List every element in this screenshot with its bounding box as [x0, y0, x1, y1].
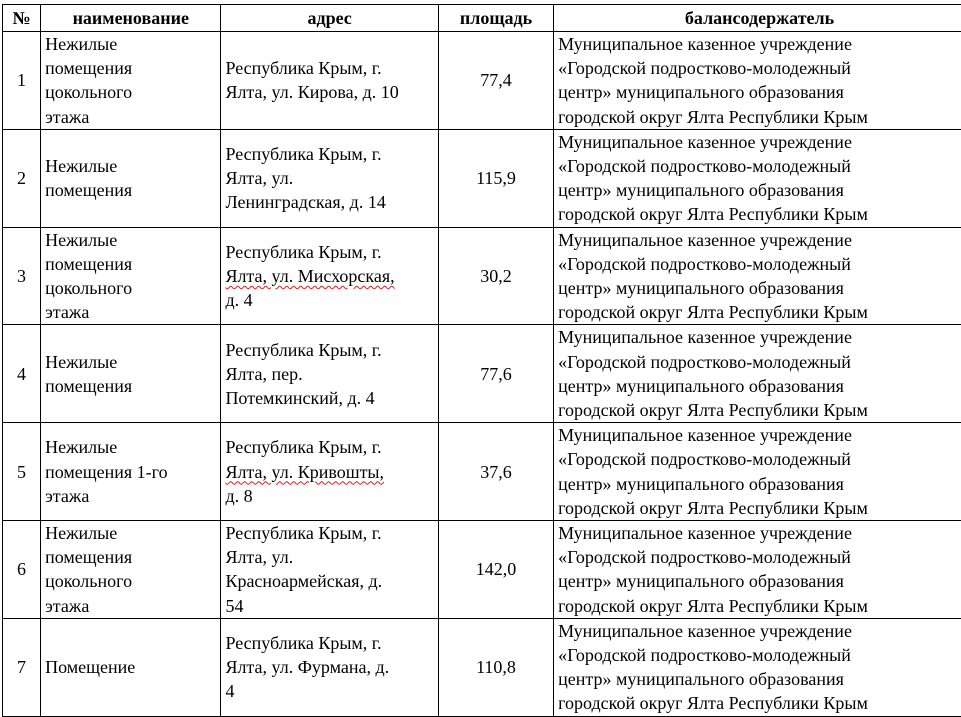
cell-text-line: 4: [225, 679, 433, 703]
table-body: [3, 32, 961, 717]
cell-name: [41, 618, 221, 716]
cell-text-line: помещения: [45, 374, 216, 398]
cell-area-text: 77,6: [480, 364, 512, 384]
cell-area: [438, 129, 553, 227]
cell-num-text: 2: [17, 168, 26, 188]
cell-text-line: Муниципальное казенное учреждение: [558, 32, 961, 56]
cell-text-line: Нежилые: [45, 435, 216, 459]
table-row: [3, 423, 961, 521]
cell-address: [221, 521, 438, 619]
cell-text-line: Муниципальное казенное учреждение: [558, 423, 961, 447]
cell-text-line: центр» муниципального образования: [558, 80, 961, 104]
header-area: площадь: [438, 5, 553, 32]
cell-text-line: Ялта, пер.: [225, 362, 433, 386]
cell-text-line: Потемкинский, д. 4: [225, 386, 433, 410]
cell-name: [41, 423, 221, 521]
cell-text-line: центр» муниципального образования: [558, 178, 961, 202]
cell-text-line: 54: [225, 594, 433, 618]
cell-text-line: Муниципальное казенное учреждение: [558, 325, 961, 349]
cell-num-text: 1: [17, 70, 26, 90]
cell-text-line: помещения: [45, 252, 216, 276]
cell-text-line: «Городской подростково-молодежный: [558, 447, 961, 471]
cell-area-text: 142,0: [476, 559, 517, 579]
cell-address: [221, 325, 438, 423]
cell-area-text: 77,4: [480, 70, 512, 90]
cell-text-line: центр» муниципального образования: [558, 569, 961, 593]
cell-text-line: «Городской подростково-молодежный: [558, 643, 961, 667]
cell-num-text: 5: [17, 462, 26, 482]
cell-text-line: этажа: [45, 300, 216, 324]
header-address: адрес: [221, 5, 438, 32]
cell-text-line: центр» муниципального образования: [558, 667, 961, 691]
cell-text-line: Республика Крым, г.: [225, 338, 433, 362]
cell-text-line: центр» муниципального образования: [558, 472, 961, 496]
cell-text-line: этажа: [45, 105, 216, 129]
cell-holder: [554, 32, 961, 130]
cell-area: [438, 423, 553, 521]
cell-area: [438, 227, 553, 325]
cell-text-line: городской округ Ялта Республики Крым: [558, 691, 961, 715]
header-name: наименование: [41, 5, 221, 32]
cell-address: [221, 227, 438, 325]
cell-text-line-spellcheck: Ялта, ул. Кривошты,: [225, 460, 433, 484]
header-row: [3, 5, 961, 32]
cell-text-line: Ялта, ул.: [225, 166, 433, 190]
cell-address: [221, 618, 438, 716]
cell-text-line: Ялта, ул. Фурмана, д.: [225, 655, 433, 679]
cell-holder: [554, 423, 961, 521]
cell-holder: [554, 129, 961, 227]
cell-text-line: Республика Крым, г.: [225, 521, 433, 545]
cell-text-line: городской округ Ялта Республики Крым: [558, 594, 961, 618]
cell-text-line: помещения: [45, 545, 216, 569]
cell-text-line: Муниципальное казенное учреждение: [558, 619, 961, 643]
header-num: №: [3, 5, 41, 32]
cell-text-line: Республика Крым, г.: [225, 142, 433, 166]
cell-text-line: д. 8: [225, 484, 433, 508]
cell-text-line: цокольного: [45, 276, 216, 300]
cell-text-line: Муниципальное казенное учреждение: [558, 521, 961, 545]
cell-text-line: Нежилые: [45, 228, 216, 252]
header-holder: балансодержатель: [554, 5, 961, 32]
cell-holder: [554, 227, 961, 325]
cell-text-line: городской округ Ялта Республики Крым: [558, 105, 961, 129]
cell-area-text: 115,9: [476, 168, 516, 188]
cell-text-line: этажа: [45, 484, 216, 508]
cell-area: [438, 618, 553, 716]
cell-text-line: Республика Крым, г.: [225, 631, 433, 655]
cell-num-text: 4: [17, 364, 26, 384]
cell-name: [41, 325, 221, 423]
cell-text-line: Республика Крым, г.: [225, 56, 433, 80]
property-table: [2, 4, 961, 717]
cell-text-line: «Городской подростково-молодежный: [558, 545, 961, 569]
cell-text-line: д. 4: [225, 288, 433, 312]
cell-text-line: Республика Крым, г.: [225, 435, 433, 459]
cell-area: [438, 32, 553, 130]
cell-num-text: 3: [17, 266, 26, 286]
cell-text-line: «Городской подростково-молодежный: [558, 252, 961, 276]
cell-text-line: цокольного: [45, 569, 216, 593]
cell-text-line-spellcheck: Ялта, ул. Мисхорская,: [225, 264, 433, 288]
cell-text-line: «Городской подростково-молодежный: [558, 350, 961, 374]
cell-num: [3, 618, 41, 716]
cell-text-line: Муниципальное казенное учреждение: [558, 228, 961, 252]
cell-text-line: городской округ Ялта Республики Крым: [558, 202, 961, 226]
cell-num-text: 6: [17, 559, 26, 579]
cell-text-line: городской округ Ялта Республики Крым: [558, 398, 961, 422]
cell-area: [438, 521, 553, 619]
cell-text-line: Нежилые: [45, 154, 216, 178]
table-row: [3, 325, 961, 423]
cell-text-line: Ялта, ул. Кирова, д. 10: [225, 80, 433, 104]
cell-text-line: помещения: [45, 178, 216, 202]
cell-num: [3, 129, 41, 227]
cell-text-line: городской округ Ялта Республики Крым: [558, 300, 961, 324]
cell-holder: [554, 325, 961, 423]
cell-holder: [554, 521, 961, 619]
table-row: [3, 521, 961, 619]
cell-name: [41, 129, 221, 227]
cell-holder: [554, 618, 961, 716]
cell-text-line: центр» муниципального образования: [558, 374, 961, 398]
cell-text-line: Ленинградская, д. 14: [225, 190, 433, 214]
cell-text-line: этажа: [45, 594, 216, 618]
cell-name: [41, 32, 221, 130]
cell-text-line: «Городской подростково-молодежный: [558, 56, 961, 80]
table-row: [3, 618, 961, 716]
cell-text-line: помещения 1-го: [45, 460, 216, 484]
cell-text-line: Красноармейская, д.: [225, 569, 433, 593]
cell-num: [3, 227, 41, 325]
cell-area-text: 30,2: [480, 266, 512, 286]
cell-text-line: помещения: [45, 56, 216, 80]
cell-text-line: Нежилые: [45, 32, 216, 56]
cell-num: [3, 325, 41, 423]
cell-name: [41, 227, 221, 325]
cell-text-line: цокольного: [45, 80, 216, 104]
cell-name: [41, 521, 221, 619]
cell-text-line: «Городской подростково-молодежный: [558, 154, 961, 178]
cell-text-line: центр» муниципального образования: [558, 276, 961, 300]
cell-num-text: 7: [17, 657, 26, 677]
cell-text-line: городской округ Ялта Республики Крым: [558, 496, 961, 520]
cell-text-line: Нежилые: [45, 521, 216, 545]
cell-text-line: Муниципальное казенное учреждение: [558, 130, 961, 154]
table-row: [3, 129, 961, 227]
cell-area: [438, 325, 553, 423]
cell-area-text: 37,6: [480, 462, 512, 482]
cell-num: [3, 423, 41, 521]
table-row: [3, 227, 961, 325]
cell-area-text: 110,8: [476, 657, 516, 677]
cell-num: [3, 32, 41, 130]
cell-text-line: Помещение: [45, 655, 216, 679]
cell-text-line: Нежилые: [45, 350, 216, 374]
cell-text-line: Республика Крым, г.: [225, 240, 433, 264]
table-row: [3, 32, 961, 130]
cell-text-line: Ялта, ул.: [225, 545, 433, 569]
cell-address: [221, 423, 438, 521]
cell-address: [221, 129, 438, 227]
cell-num: [3, 521, 41, 619]
cell-address: [221, 32, 438, 130]
